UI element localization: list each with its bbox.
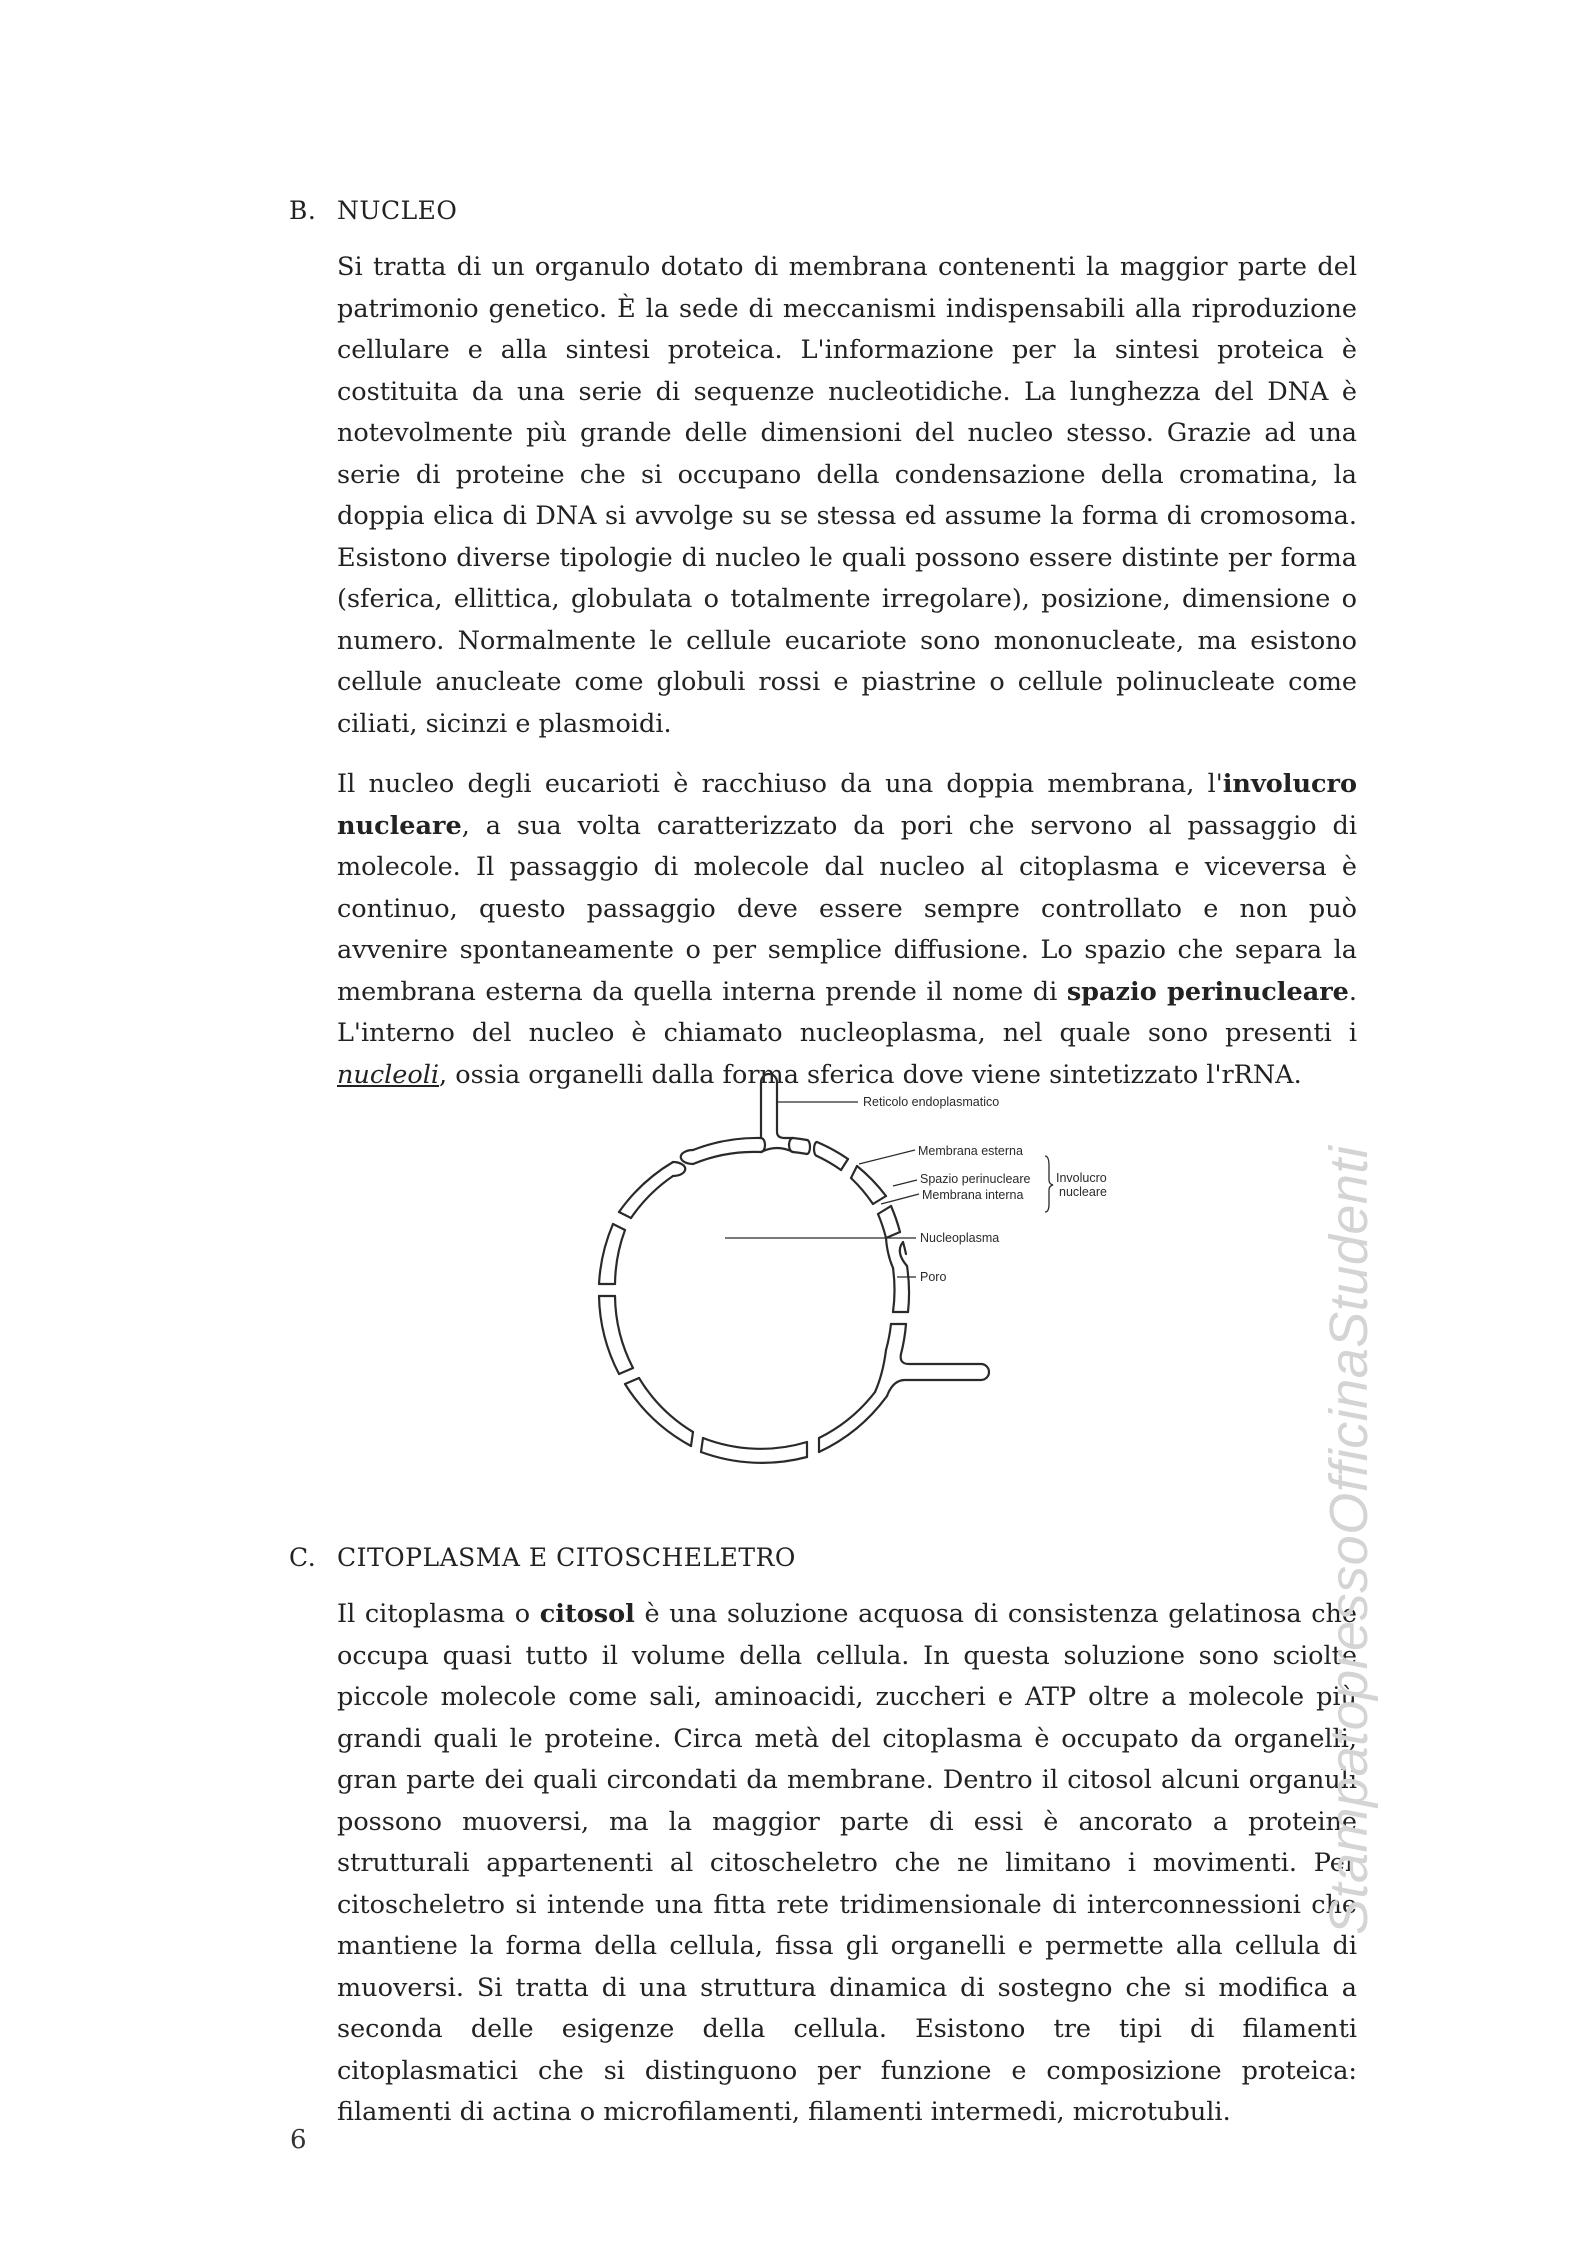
pore-edge: [619, 1212, 631, 1218]
outer-membrane-segment: [693, 1138, 761, 1150]
inner-membrane-segment: [631, 1176, 673, 1218]
text-run: è una soluzione acquosa di consistenza gelatinosa che occupa quasi tutto il volume della cellula. In questa soluzione sono sciolte piccole molecole come sali, aminoacidi, zuccheri e ATP oltre a molecole più grandi quali le proteine. Circa metà del citoplasma è occupato da organelli, gran parte dei quali circondati da membrane. Dentro il citosol alcuni organuli possono muoversi, ma la maggior parte di essi è ancorato a proteine strutturali appartenenti al citoscheletro che ne limitano i movimenti. Per citoscheletro si intende una fitta rete tridimensionale di interconnessioni che mantiene la forma della cellula, fissa gli organelli e permette alla cellula di muoversi. Si tratta di una struttura dinamica di sostegno che si modifica a seconda delle esigenze della cellula. Esistono tre tipi di filamenti citoplasmatici che si distinguono per funzione e composizione proteica: filamenti di actina o microfilamenti, filamenti intermedi, microtubuli.: [337, 1599, 1357, 2127]
leader-line: [893, 1180, 917, 1186]
outer-membrane-segment: [907, 1266, 909, 1312]
outer-membrane-segment: [817, 1142, 848, 1159]
label-membrana-esterna: Membrana esterna: [918, 1144, 1023, 1158]
label-nucleare: nucleare: [1059, 1185, 1107, 1199]
pore-edge: [807, 1140, 810, 1154]
section-number: C.: [289, 1543, 317, 1572]
pore-edge: [619, 1368, 633, 1374]
section-title: NUCLEO: [337, 196, 458, 225]
pore-edge: [681, 1150, 693, 1164]
page-number: 6: [290, 2125, 307, 2155]
section-body-citoplasma: [337, 1594, 1357, 2153]
inner-membrane-segment: [893, 1268, 895, 1312]
bold-term: spazio perinucleare: [1066, 976, 1349, 1007]
inner-membrane-segment: [878, 1214, 886, 1238]
section-body-nucleo: [337, 247, 1357, 1115]
inner-membrane-segment: [886, 1324, 891, 1350]
text-run: , ossia organelli dalla forma sferica dove viene sintetizzato l'rRNA.: [439, 1059, 1302, 1090]
bracket: [1045, 1156, 1053, 1212]
outer-membrane-segment: [819, 1396, 887, 1452]
inner-membrane-segment: [703, 1438, 807, 1449]
outer-membrane-segment: [901, 1324, 906, 1354]
watermark: StampatopressoOfficinaStudenti: [1319, 1145, 1379, 1935]
label-membrana-interna: Membrana interna: [922, 1188, 1024, 1202]
pore-edge: [613, 1224, 625, 1230]
reticulum-bottom: [887, 1354, 989, 1396]
pore-edge: [673, 1162, 685, 1176]
paragraph: [337, 764, 1357, 1096]
outer-membrane-segment: [857, 1166, 886, 1196]
outer-membrane-segment: [701, 1452, 807, 1463]
inner-membrane-segment: [819, 1392, 875, 1438]
reticulum-top: [761, 1148, 793, 1152]
section-heading-citoplasma: [289, 1543, 796, 1572]
pore-edge: [814, 1142, 817, 1156]
outer-membrane-segment: [793, 1138, 807, 1140]
label-reticolo: Reticolo endoplasmatico: [863, 1095, 1000, 1109]
section-heading-nucleo: [289, 196, 457, 225]
pore-edge: [886, 1238, 893, 1268]
label-spazio-perinucleare: Spazio perinucleare: [920, 1172, 1031, 1186]
outer-membrane-segment: [891, 1206, 900, 1232]
paragraph: Si tratta di un organulo dotato di membrana contenenti la maggior parte del patrimonio genetico. È la sede di meccanismi indispensabili alla riproduzione cellulare e alla sintesi proteica. L'informazione per la sintesi proteica è costituita da una serie di sequenze nucleotidiche. La lunghezza del DNA è notevolmente più grande delle dimensioni del nucleo stesso. Grazie ad una serie di proteine che si occupano della condensazione della cromatina, la doppia elica di DNA si avvolge su se stessa ed assume la forma di cromosoma. Esistono diverse tipologie di nucleo le quali possono essere distinte per forma (sferica, ellittica, globulata o totalmente irregolare), posizione, dimensione o numero. Normalmente le cellule eucariote sono mononucleate, ma esistono cellule anucleate come globuli rossi e piastrine o cellule polinucleate come ciliati, sicinzi e plasmoidi.: [337, 252, 1357, 739]
label-involucro: Involucro: [1056, 1171, 1107, 1185]
pore-edge: [691, 1432, 693, 1446]
inner-membrane-segment: [639, 1378, 693, 1432]
bold-term: involucro nucleare: [337, 769, 1357, 841]
text-run: , a sua volta caratterizzato da pori che servono al passaggio di molecole. Il passaggio di molecole dal nucleo al citoplasma e viceversa è continuo, questo passaggio deve essere sempre controllato e non può avvenire spontaneamente o per semplice diffusione. Lo spazio che separa la membrana esterna da quella interna prende il nome di: [337, 810, 1357, 1007]
label-poro: Poro: [920, 1270, 947, 1284]
text-run: . L'interno del nucleo è chiamato nucleoplasma, nel quale sono presenti i: [337, 976, 1358, 1048]
paragraph: [337, 1594, 1357, 2134]
text-run: Il nucleo degli eucarioti è racchiuso da una doppia membrana, l': [337, 769, 1223, 799]
underlined-term: nucleoli: [337, 1059, 440, 1090]
outer-membrane-segment: [903, 1242, 906, 1254]
pore-edge: [841, 1159, 848, 1170]
pore-edge: [625, 1378, 639, 1384]
reticulum-bottom: [875, 1350, 886, 1392]
inner-membrane-segment: [615, 1230, 625, 1284]
inner-membrane-segment: [615, 1296, 633, 1368]
outer-membrane-segment: [625, 1384, 691, 1446]
pore-edge: [851, 1166, 857, 1178]
inner-membrane-segment: [793, 1152, 807, 1154]
leader-line: [859, 1150, 915, 1164]
reticulum-top: [761, 1074, 793, 1138]
pore-edge: [878, 1206, 891, 1214]
label-nucleoplasma: Nucleoplasma: [920, 1231, 1000, 1245]
inner-membrane-segment: [817, 1156, 841, 1170]
section-number: B.: [289, 196, 317, 225]
outer-membrane-segment: [619, 1162, 673, 1212]
pore-edge: [886, 1232, 900, 1238]
inner-membrane-segment: [851, 1178, 873, 1204]
outer-membrane-segment: [599, 1224, 613, 1284]
nucleus-diagram-svg: [575, 1062, 1115, 1507]
inner-membrane-segment: [693, 1152, 761, 1164]
pore-edge: [701, 1438, 703, 1452]
text-run: Il citoplasma o: [337, 1599, 540, 1629]
section-title: CITOPLASMA E CITOSCHELETRO: [337, 1543, 796, 1572]
nucleus-diagram: [575, 1062, 1115, 1507]
bold-term: citosol: [539, 1599, 635, 1629]
